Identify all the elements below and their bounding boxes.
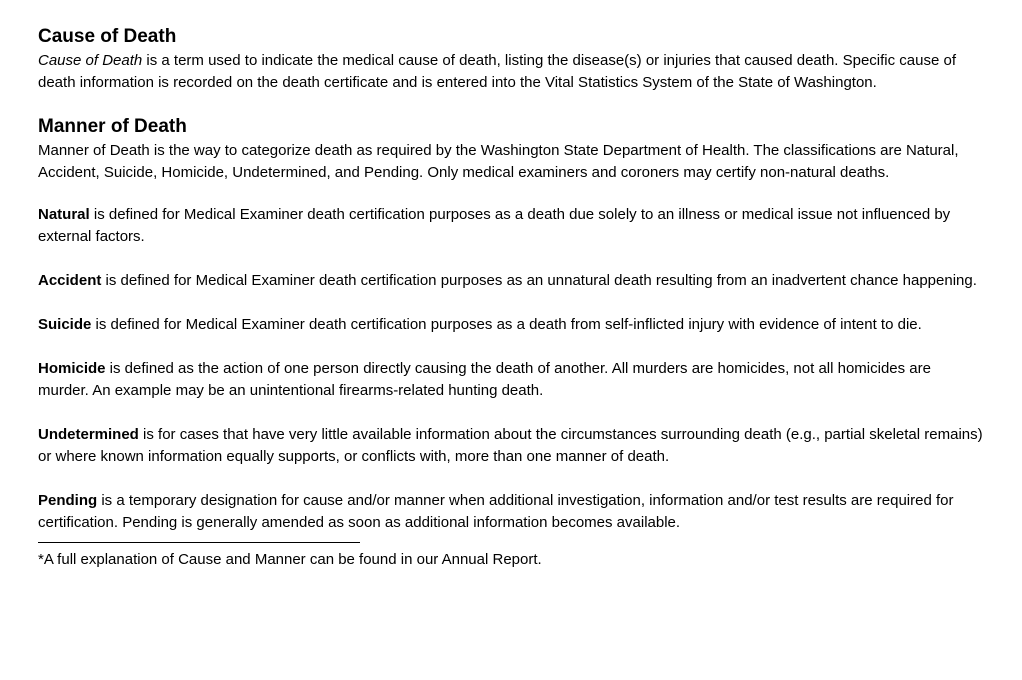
definition-pending bbox=[38, 490, 984, 534]
footnote-separator bbox=[38, 542, 360, 543]
manner-of-death-paragraph: Manner of Death is the way to categorize death as required by the Washington State Department of Health. The classifications are Natural, Accident, Suicide, Homicide, Undetermined, and Pending. Only medical examiners and coroners may certify non-natural deaths. bbox=[38, 142, 959, 181]
definition-accident bbox=[38, 270, 984, 292]
definition-pending-text: is a temporary designation for cause and/or manner when additional investigation, information and/or test results are required for certification. Pending is generally amended as soon as additional information becomes available. bbox=[38, 492, 954, 531]
definition-suicide-text: is defined for Medical Examiner death certification purposes as a death from self-inflicted injury with evidence of intent to die. bbox=[91, 316, 922, 333]
cause-of-death-paragraph bbox=[38, 50, 984, 94]
manner-of-death-section bbox=[38, 114, 984, 184]
definition-natural bbox=[38, 204, 984, 248]
definition-accident-text: is defined for Medical Examiner death certification purposes as an unnatural death resulting from an inadvertent chance happening. bbox=[101, 272, 977, 289]
cause-of-death-section bbox=[38, 24, 984, 94]
term-undetermined: Undetermined bbox=[38, 426, 139, 443]
definition-natural-text: is defined for Medical Examiner death certification purposes as a death due solely to an illness or medical issue not influenced by external factors. bbox=[38, 206, 951, 245]
definition-suicide bbox=[38, 314, 984, 336]
manner-of-death-heading: Manner of Death bbox=[38, 116, 187, 137]
cause-of-death-term: Cause of Death bbox=[38, 52, 143, 69]
definition-homicide-text: is defined as the action of one person directly causing the death of another. All murders are homicides, not all homicides are murder. An example may be an unintentional firearms-related hunting death. bbox=[38, 360, 931, 399]
term-pending: Pending bbox=[38, 492, 98, 509]
definition-undetermined-text: is for cases that have very little available information about the circumstances surrounding death (e.g., partial skeletal remains) or where known information equally supports, or conflicts with, more than one manner of death. bbox=[38, 426, 983, 465]
definition-undetermined bbox=[38, 424, 984, 468]
term-homicide: Homicide bbox=[38, 360, 106, 377]
cause-of-death-heading: Cause of Death bbox=[38, 26, 177, 47]
term-suicide: Suicide bbox=[38, 316, 92, 333]
cause-of-death-text: is a term used to indicate the medical cause of death, listing the disease(s) or injuries that caused death. Specific cause of death information is recorded on the death certificate and is entered into the Vital Statistics System of the State of Washington. bbox=[38, 52, 957, 91]
term-natural: Natural bbox=[38, 206, 90, 223]
term-accident: Accident bbox=[38, 272, 102, 289]
footnote: *A full explanation of Cause and Manner can be found in our Annual Report. bbox=[38, 551, 542, 568]
definition-homicide bbox=[38, 358, 984, 402]
